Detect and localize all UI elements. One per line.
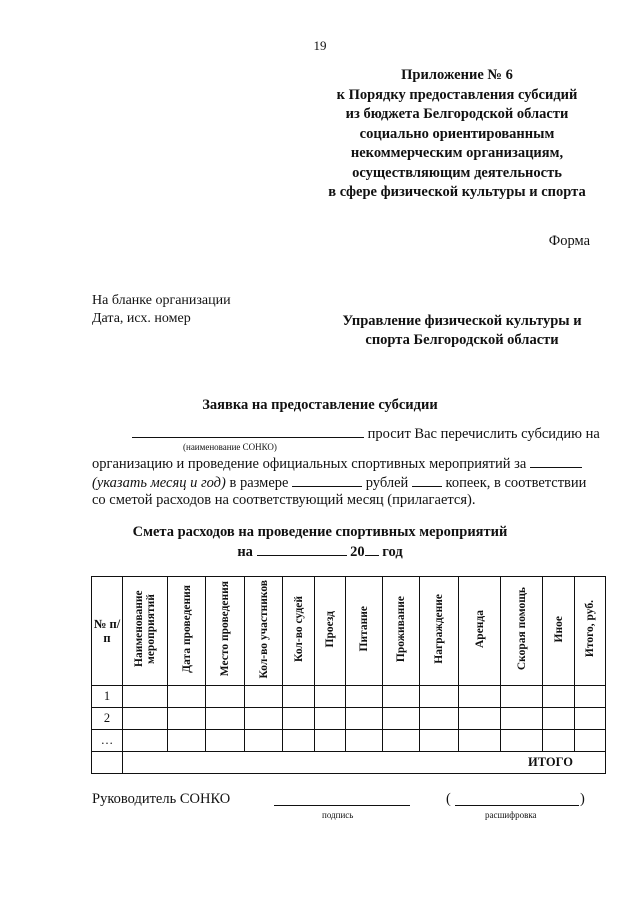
head-signature-label: Руководитель СОНКО <box>92 791 231 807</box>
rubles-label: рублей <box>362 475 412 491</box>
appendix-header <box>312 66 602 203</box>
estimate-month-blank[interactable] <box>257 542 347 556</box>
recipient <box>336 312 588 350</box>
table-header-row <box>92 577 606 686</box>
table-cell[interactable] <box>245 708 283 730</box>
table-cell[interactable] <box>346 686 383 708</box>
header-judges <box>283 577 315 686</box>
request-line-2-text: организацию и проведение официальных спортивных мероприятий за <box>92 456 527 472</box>
appendix-line: в сфере физической культуры и спорта <box>328 184 586 200</box>
table-cell[interactable] <box>206 708 245 730</box>
header-rent <box>459 577 501 686</box>
table-cell[interactable] <box>283 686 315 708</box>
table-cell[interactable] <box>245 730 283 752</box>
header-text: Проживание <box>395 595 407 663</box>
estimate-period <box>0 542 640 562</box>
period-blank[interactable] <box>530 454 582 468</box>
header-text: Иное <box>552 615 565 643</box>
header-text: Кол-во судей <box>292 596 305 662</box>
appendix-line: из бюджета Белгородской области <box>345 106 569 122</box>
row-number: 2 <box>92 708 123 730</box>
table-cell[interactable] <box>459 730 501 752</box>
header-text: Аренда <box>473 610 486 648</box>
appendix-line: осуществляющим деятельность <box>352 164 562 181</box>
table-cell[interactable] <box>206 686 245 708</box>
estimate-title-line: Смета расходов на проведение спортивных мероприятий <box>132 524 508 540</box>
estimate-year-word: год <box>382 544 403 560</box>
org-blank <box>92 292 231 328</box>
header-event-name <box>123 577 168 686</box>
header-text: Кол-во участников <box>257 579 270 679</box>
month-year-hint: (указать месяц и год) <box>92 475 226 491</box>
header-text: Питание <box>358 606 370 652</box>
org-date-line: Дата, исх. номер <box>92 311 191 326</box>
appendix-line: Приложение № 6 <box>401 67 513 83</box>
appendix-line: к Порядку предоставления субсидий <box>336 86 578 103</box>
table-cell[interactable] <box>245 686 283 708</box>
appendix-line: некоммерческим организациям, <box>350 145 564 161</box>
header-date <box>168 577 206 686</box>
rubles-blank[interactable] <box>292 473 362 487</box>
table-cell[interactable] <box>543 708 575 730</box>
paren-open: ( <box>446 791 451 807</box>
page-number: 19 <box>313 38 327 53</box>
estimate-year: 20 <box>350 544 365 560</box>
header-text: Награждение <box>433 594 445 664</box>
signature-line[interactable] <box>274 805 410 806</box>
header-text: Дата проведения <box>180 585 193 673</box>
header-text: Итого, руб. <box>584 600 596 658</box>
table-cell[interactable] <box>346 730 383 752</box>
header-other <box>543 577 575 686</box>
recipient-line: спорта Белгородской области <box>365 332 559 348</box>
header-travel <box>315 577 346 686</box>
header-total <box>575 577 606 686</box>
table-row <box>92 686 606 708</box>
table-total-row <box>92 752 606 774</box>
form-label: Форма <box>548 233 590 249</box>
table-cell[interactable] <box>206 730 245 752</box>
header-lodging <box>383 577 420 686</box>
request-line-2 <box>92 454 612 473</box>
header-ambulance <box>501 577 543 686</box>
table-cell[interactable] <box>383 708 420 730</box>
table-cell[interactable] <box>123 686 168 708</box>
table-cell[interactable] <box>575 730 606 752</box>
request-line-1 <box>92 424 612 443</box>
request-line-3 <box>92 473 612 492</box>
table-cell[interactable] <box>123 708 168 730</box>
table-cell[interactable] <box>501 686 543 708</box>
amount-label: в размере <box>225 475 293 491</box>
recipient-line: Управление физической культуры и <box>342 313 582 329</box>
kopecks-label: копеек, в соответствии <box>441 475 587 491</box>
table-cell[interactable] <box>315 686 346 708</box>
table-cell <box>92 752 123 774</box>
expenses-table <box>91 576 606 774</box>
table-cell[interactable] <box>420 708 459 730</box>
table-cell[interactable] <box>501 708 543 730</box>
table-cell[interactable] <box>575 708 606 730</box>
estimate-year-blank[interactable] <box>365 542 379 556</box>
decode-caption: расшифровка <box>485 810 537 820</box>
table-cell[interactable] <box>543 686 575 708</box>
total-label: ИТОГО <box>123 752 606 774</box>
header-text: Скорая помощь <box>515 587 528 671</box>
header-number: № п/п <box>92 577 123 686</box>
table-cell[interactable] <box>283 708 315 730</box>
header-text: Место проведения <box>219 581 231 677</box>
table-cell[interactable] <box>168 686 206 708</box>
table-cell[interactable] <box>459 708 501 730</box>
table-cell[interactable] <box>168 730 206 752</box>
header-awards <box>420 577 459 686</box>
estimate-title <box>0 522 640 562</box>
request-line-4: со сметой расходов на соответствующий месяц (прилагается). <box>92 492 476 508</box>
decode-line[interactable] <box>455 805 579 806</box>
header-food <box>346 577 383 686</box>
table-cell[interactable] <box>315 730 346 752</box>
org-name-blank[interactable] <box>132 424 364 438</box>
table-cell[interactable] <box>543 730 575 752</box>
table-cell[interactable] <box>283 730 315 752</box>
request-line-1-text: просит Вас перечислить субсидию на <box>367 426 600 442</box>
table-row <box>92 730 606 752</box>
header-text: Наименование мероприятий <box>133 590 157 668</box>
table-cell[interactable] <box>346 708 383 730</box>
kopecks-blank[interactable] <box>412 473 442 487</box>
appendix-line: социально ориентированным <box>359 125 555 142</box>
row-number: 1 <box>92 686 123 708</box>
table-cell[interactable] <box>123 730 168 752</box>
row-number: … <box>92 730 123 752</box>
table-row <box>92 708 606 730</box>
table-cell[interactable] <box>420 686 459 708</box>
header-participants <box>245 577 283 686</box>
org-name-caption: (наименование СОНКО) <box>183 442 277 452</box>
header-text: Проезд <box>324 610 336 648</box>
table-cell[interactable] <box>315 708 346 730</box>
table-cell[interactable] <box>575 686 606 708</box>
estimate-on: на <box>237 544 253 560</box>
org-blank-line: На бланке организации <box>92 293 231 308</box>
signature-caption: подпись <box>322 810 354 820</box>
header-place <box>206 577 245 686</box>
table-cell[interactable] <box>383 686 420 708</box>
paren-close: ) <box>580 791 585 807</box>
table-cell[interactable] <box>383 730 420 752</box>
table-cell[interactable] <box>420 730 459 752</box>
table-cell[interactable] <box>168 708 206 730</box>
table-cell[interactable] <box>459 686 501 708</box>
document-title: Заявка на предоставление субсидии <box>202 397 438 413</box>
table-cell[interactable] <box>501 730 543 752</box>
